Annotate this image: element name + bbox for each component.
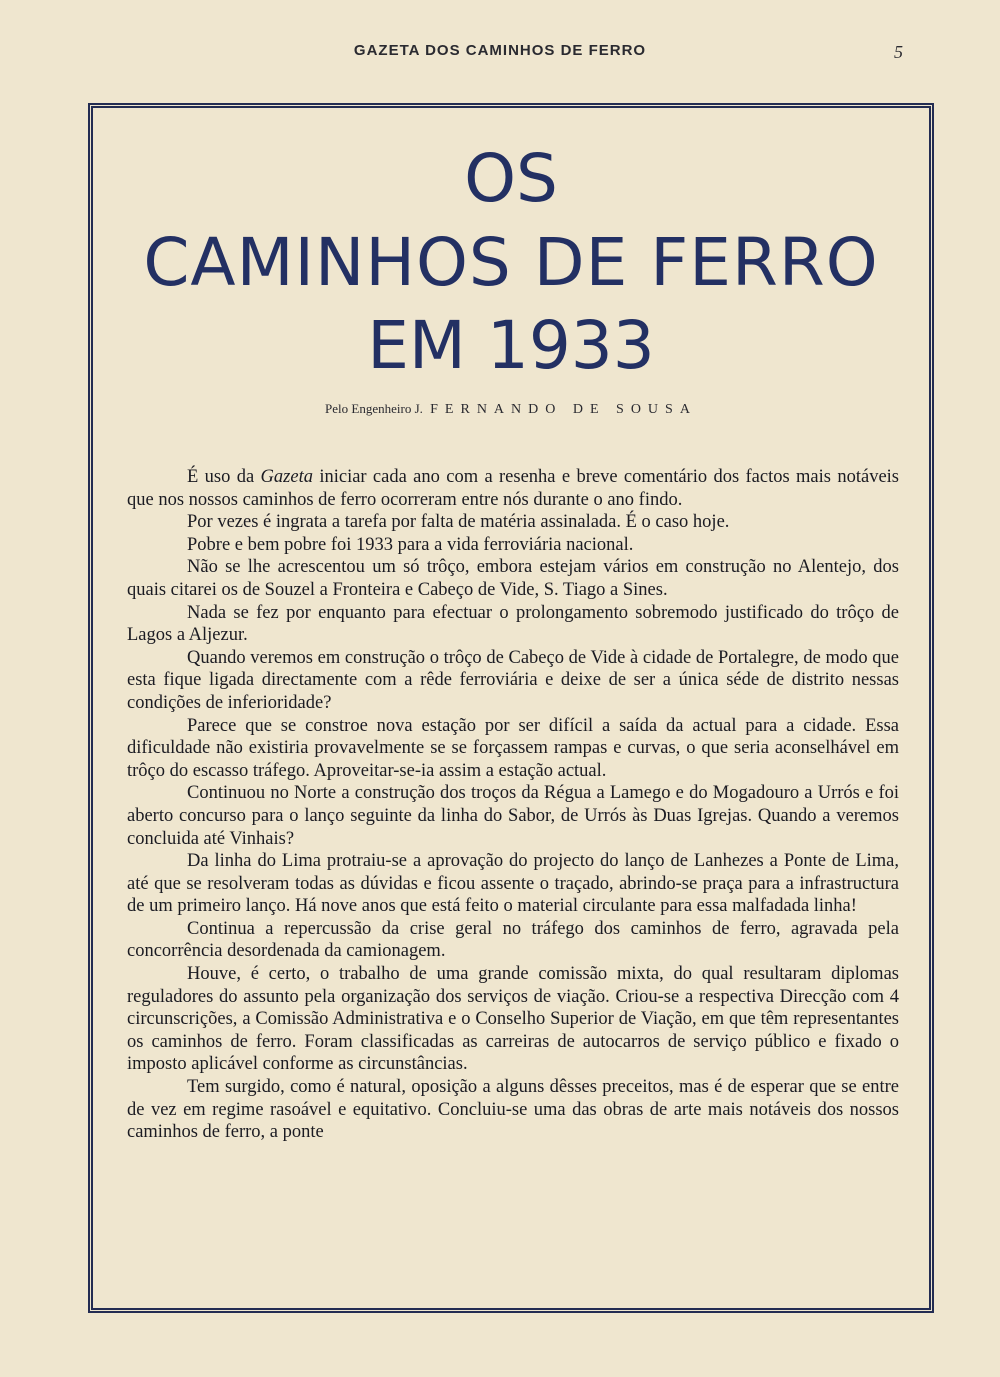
paragraph: Quando veremos em construção o trôço de Cabeço de Vide à cidade de Portalegre, de modo que esta fique ligada directamente com a rêde ferroviária e deixe de ser a única séde de distrito nessas condições de inferioridade? <box>127 647 899 713</box>
byline-author: FERNANDO DE SOUSA <box>430 402 697 417</box>
paragraph: Pobre e bem pobre foi 1933 para a vida ferroviária nacional. <box>187 534 634 555</box>
paragraph-text: É uso da <box>187 467 261 487</box>
article-title-line-2: CAMINHOS DE FERRO <box>143 224 879 301</box>
byline <box>88 401 934 418</box>
paragraph: Continua a repercussão da crise geral no tráfego dos caminhos de ferro, agravada pela concorrência desordenada da camionagem. <box>127 918 899 962</box>
running-head-title: GAZETA DOS CAMINHOS DE FERRO <box>353 42 647 59</box>
paragraph <box>127 466 899 511</box>
paragraph: Houve, é certo, o trabalho de uma grande comissão mixta, do qual resultaram diplomas reguladores do assunto pela organização dos serviços de viação. Criou-se a respectiva Direcção com 4 circunscrições, a Comissão Administrativa e o Conselho Superior de Viação, em que têm representantes os caminhos de ferro. Foram classificadas as carreiras de autocarros de serviço público e fixado o imposto aplicável conforme as circunstâncias. <box>127 964 899 1075</box>
paragraph: Da linha do Lima protraiu-se a aprovação do projecto do lanço de Lanhezes a Ponte de Lima, até que se resolveram todas as dúvidas e ficou assente o traçado, abrindo-se praça para a infrastructura de um primeiro lanço. Há nove anos que está feito o material circulante para essa malfadada linha! <box>127 851 899 917</box>
paragraph: Nada se fez por enquanto para efectuar o prolongamento sobremodo justificado do trôço de Lagos a Aljezur. <box>127 602 899 646</box>
publication-name: Gazeta <box>260 467 313 487</box>
article-title-line-1: OS <box>464 140 558 217</box>
byline-prefix: Pelo Engenheiro J. <box>325 401 423 416</box>
paragraph: Continuou no Norte a construção dos troços da Régua a Lamego e do Mogadouro a Urrós e foi aberto concurso para o lanço seguinte da linha do Sabor, de Urrós às Duas Igrejas. Quando a veremos concluida até Vinhais? <box>127 783 899 849</box>
article-title-line-3: EM 1933 <box>367 307 655 384</box>
article-body <box>127 466 899 1144</box>
paragraph: Não se lhe acrescentou um só trôço, embora estejam vários em construção no Alentejo, dos quais citarei os de Souzel a Fronteira e Cabeço de Vide, S. Tiago a Sines. <box>127 557 899 600</box>
paragraph: Parece que se constroe nova estação por ser difícil a saída da actual para a cidade. Essa dificuldade não existiria provavelmente se se forçassem rampas e curvas, o que seria aconselhável em trôço do escasso tráfego. Aproveitar-se-ia assim a estação actual. <box>127 715 899 781</box>
paragraph-text: iniciar cada ano com a resenha e breve comentário dos factos mais notáveis que nos nossos caminhos de ferro ocorreram entre nós durante o ano findo. <box>127 467 899 510</box>
paragraph: Por vezes é ingrata a tarefa por falta de matéria assinalada. É o caso hoje. <box>187 512 730 533</box>
paragraph: Tem surgido, como é natural, oposição a alguns dêsses preceitos, mas é de esperar que se entre de vez em regime rasoável e equitativo. Concluiu-se uma das obras de arte mais notáveis dos nossos caminhos de ferro, a ponte <box>127 1077 899 1143</box>
page-number: 5 <box>894 42 903 62</box>
